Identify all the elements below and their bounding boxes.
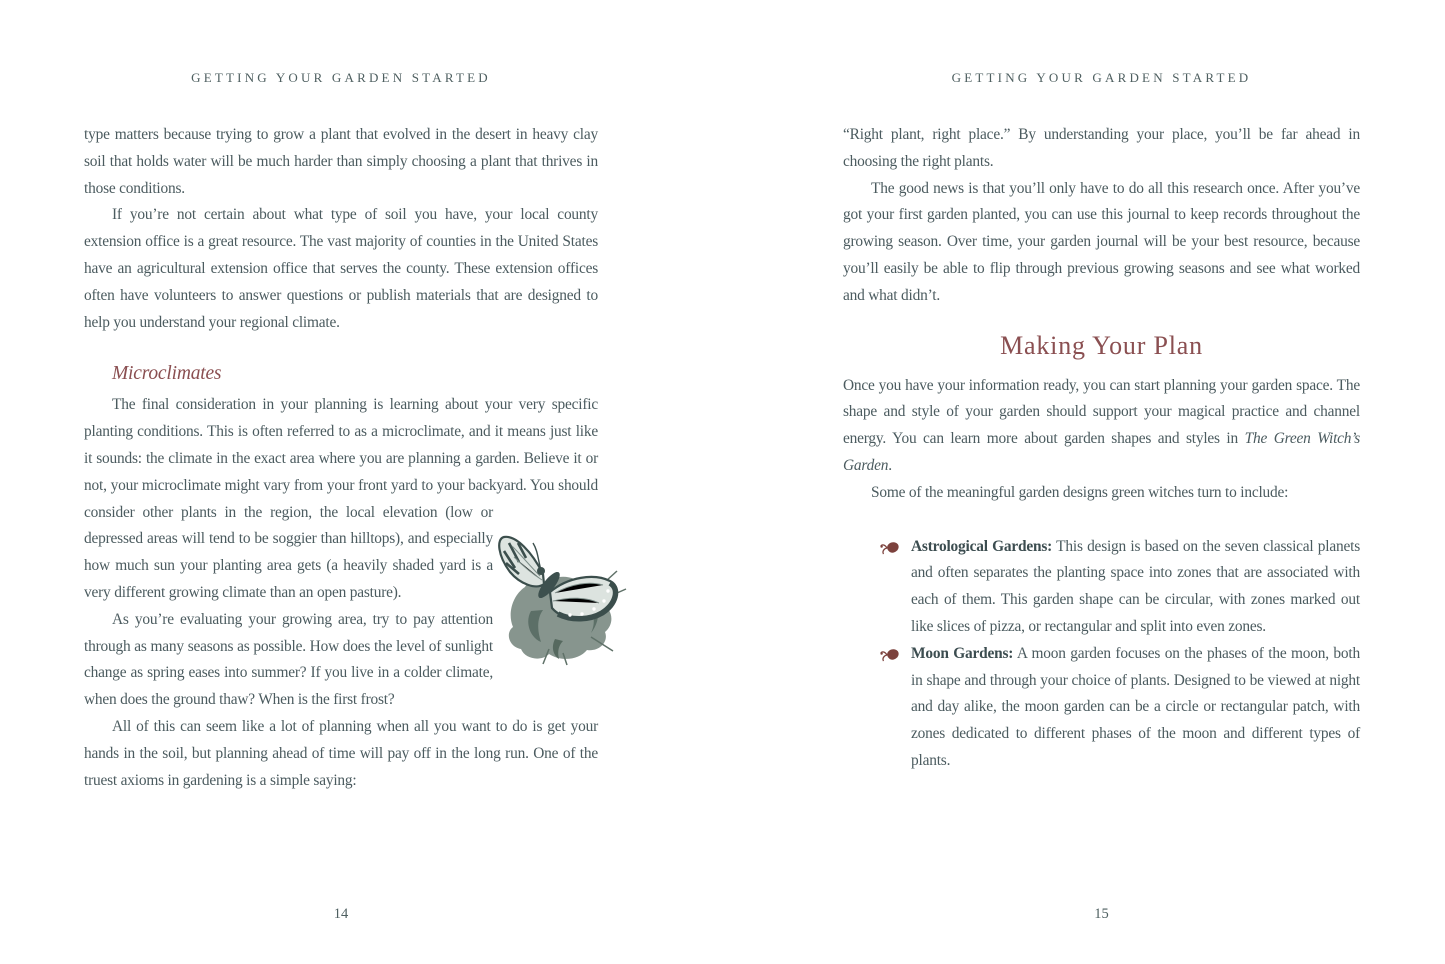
fleuron-bullet-icon [880, 648, 900, 662]
paragraph-text: “Right plant, right place.” By understanding your place, you’ll be far ahead in choosing the right plants. [843, 126, 1360, 170]
list-item-text: This design is based on the seven classical planets and often separates the planting space into zones that are associated with each of them. This garden shape can be circular, with zones marked out like slices of pizza, or rectangular and split into even zones. [911, 537, 1361, 635]
page-number-left: 14 [333, 906, 349, 922]
list-item-label: Moon Gardens: [911, 644, 1014, 662]
paragraph-text: The good news is that you’ll only have to do all this research once. After you’ve got your first garden planted, you can use this journal to keep records throughout the growing season. Over time, your garden journal will be your best resource, because you’ll easily be able to flip through previous growing seasons and see what worked and what didn’t. [843, 179, 1360, 304]
garden-designs-list [843, 534, 1360, 775]
list-item-moon-gardens [843, 641, 1360, 775]
fleuron-bullet-icon [880, 541, 900, 555]
paragraph-planning [84, 714, 598, 794]
list-item-astrological-gardens [843, 534, 1360, 641]
book-title-reference: The Green Witch’s Garden [843, 430, 1360, 474]
paragraph-text: Once you have your information ready, you can start planning your garden space. The shape and style of your garden should support your magical practice and channel energy. You can learn more about garden shapes and styles in [843, 376, 1360, 448]
paragraph-designs-intro [843, 480, 1360, 507]
paragraph-text: Some of the meaningful garden designs green witches turn to include: [871, 483, 1289, 501]
paragraph-plan-intro [843, 373, 1360, 480]
running-head-right: GETTING YOUR GARDEN STARTED [951, 70, 1252, 85]
paragraph-good-news [843, 176, 1360, 310]
paragraph-text: All of this can seem like a lot of planning when all you want to do is get your hands in the soil, but planning ahead of time will pay off in the long run. One of the truest axioms in gardening is a simple saying: [84, 717, 598, 789]
butterfly-illustration [493, 521, 628, 700]
section-heading-making-your-plan: Making Your Plan [1000, 330, 1203, 360]
paragraph-text: . [888, 456, 892, 474]
paragraph-right-plant [843, 122, 1360, 176]
page-left [84, 0, 598, 964]
page-number-right: 15 [1094, 906, 1109, 922]
paragraph-text: type matters because trying to grow a plant that evolved in the desert in heavy clay soil that holds water will be much harder than simply choosing a plant that thrives in those conditions. [84, 126, 598, 197]
list-item-label: Astrological Gardens: [911, 537, 1053, 555]
paragraph-text: The final consideration in your planning is learning about your very specific planting conditions. This is often referred to as a microclimate, and it means just like it sounds: the climate in the exact area where you are planning a garden. Believe it or not, your microclimate might vary from your front yard to your backyard. You should consider other plants in the region, the local elevation (low or depressed areas will tend to be soggier than hilltops), and especially how much sun your planting area gets (a heavily shaded yard is a very different growing climate than an open pasture). [84, 396, 598, 601]
paragraph-soil-type [84, 122, 598, 202]
butterfly-svg [493, 521, 628, 666]
paragraph-extension-office [84, 202, 598, 336]
page-right [843, 0, 1360, 964]
running-head-left: GETTING YOUR GARDEN STARTED [191, 70, 491, 85]
list-item-text: A moon garden focuses on the phases of the moon, both in shape and through your choice of plants. Designed to be viewed at night and day alike, the moon garden can be a circle or rectangular patch, with zones dedicated to different phases of the moon and different types of plants. [911, 644, 1360, 769]
paragraph-text: If you’re not certain about what type of soil you have, your local county extension office is a great resource. The vast majority of counties in the United States have an agricultural extension office that serves the county. These extension offices often have volunteers to answer questions or publish materials that are designed to help you understand your regional climate. [84, 206, 598, 331]
section-heading-microclimates: Microclimates [112, 363, 222, 385]
paragraph-microclimate [84, 392, 598, 606]
page-right-content [843, 0, 1360, 775]
paragraph-text: As you’re evaluating your growing area, try to pay attention through as many seasons as possible. How does the level of sunlight change as spring eases into summer? If you live in a colder climate, when does the ground thaw? When is the first frost? [84, 610, 493, 709]
page-left-content [84, 0, 598, 794]
